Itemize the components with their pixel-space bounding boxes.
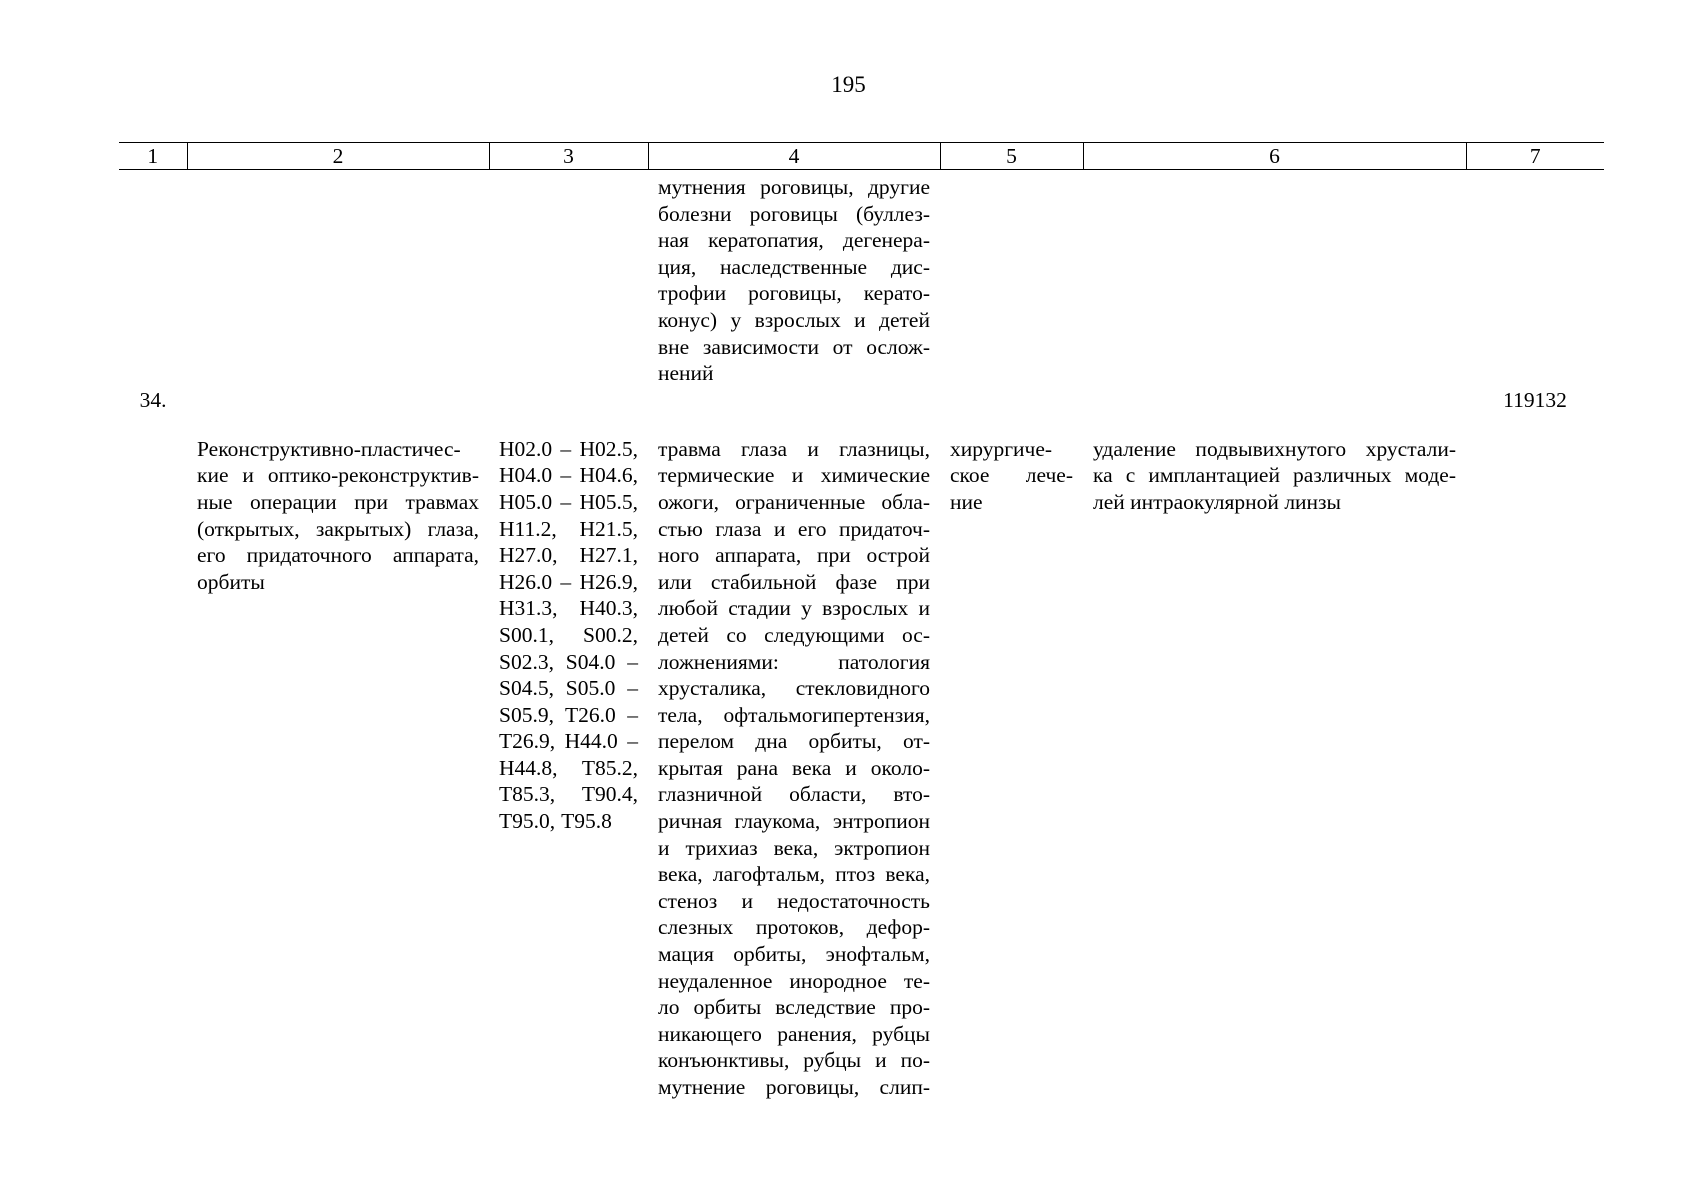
table-row-34 xyxy=(119,387,1604,1101)
page-number: 195 xyxy=(831,72,866,97)
text-line: любой стадии у взрослых и xyxy=(658,596,930,621)
column-header-3: 3 xyxy=(489,143,648,170)
text-line: болезни роговицы (буллез- xyxy=(658,201,930,226)
text-line: его придаточного аппарата, xyxy=(197,543,479,568)
text-line: глазничной области, вто- xyxy=(658,782,930,807)
text-line: стью глаза и его придаточ- xyxy=(658,516,930,541)
text-line: орбиты xyxy=(197,569,265,594)
text-line: H02.0 – H02.5, xyxy=(499,436,638,461)
continuation-codes-cell xyxy=(489,170,648,387)
text-line: H04.0 – H04.6, xyxy=(499,463,638,488)
text-line: H27.0, H27.1, xyxy=(499,543,638,568)
text-line: S05.9, T26.0 – xyxy=(499,702,638,727)
text-line: H05.0 – H05.5, xyxy=(499,489,638,514)
text-line: или стабильной фазе при xyxy=(658,569,930,594)
continuation-treatment-cell xyxy=(940,170,1083,387)
text-line: ложнениями: патология xyxy=(658,649,930,674)
column-header-2: 2 xyxy=(187,143,489,170)
column-header-1: 1 xyxy=(119,143,187,170)
text-line: ние xyxy=(950,489,983,514)
column-header-4: 4 xyxy=(648,143,940,170)
text-line: S02.3, S04.0 – xyxy=(499,649,638,674)
text-line: слезных протоков, дефор- xyxy=(658,915,930,940)
text-line: мутнение роговицы, слип- xyxy=(658,1075,930,1099)
text-line: ная кератопатия, дегенера- xyxy=(658,228,930,253)
continuation-row xyxy=(119,170,1604,387)
text-line: термические и химические xyxy=(658,463,930,488)
treatment-method-cell xyxy=(1083,387,1466,1101)
text-line: перелом дна орбиты, от- xyxy=(658,729,930,754)
medical-care-table xyxy=(119,142,1604,1101)
text-line: никающего ранения, рубцы xyxy=(658,1021,930,1046)
column-header-5: 5 xyxy=(940,143,1083,170)
text-line: травма глаза и глазницы, xyxy=(658,436,930,461)
text-line: детей со следующими ос- xyxy=(658,622,930,647)
text-line: века, лагофтальм, птоз века, xyxy=(658,862,930,887)
row-number-cell: 34. xyxy=(139,387,167,412)
text-line: H44.8, T85.2, xyxy=(499,755,638,780)
text-line: S04.5, S05.0 – xyxy=(499,676,638,701)
text-line: лей интраокулярной линзы xyxy=(1093,489,1341,514)
text-line: ричная глаукома, энтропион xyxy=(658,809,930,834)
text-line: неудаленное инородное те- xyxy=(658,968,930,993)
text-line: тела, офтальмогипертензия, xyxy=(658,702,930,727)
text-line: конъюнктивы, рубцы и по- xyxy=(658,1048,930,1073)
text-line: (открытых, закрытых) глаза, xyxy=(197,516,479,541)
text-line: H26.0 – H26.9, xyxy=(499,569,638,594)
text-line: кие и оптико-реконструктив- xyxy=(197,463,479,488)
text-line: стеноз и недостаточность xyxy=(658,888,930,913)
text-line: мация орбиты, энофтальм, xyxy=(658,942,930,967)
diagnosis-cell xyxy=(648,387,940,1101)
text-line: T26.9, H44.0 – xyxy=(499,729,638,754)
text-line: мутнения роговицы, другие xyxy=(658,175,930,199)
continuation-method-cell xyxy=(1083,170,1466,387)
text-line: ция, наследственные дис- xyxy=(658,254,930,279)
text-line: S00.1, S00.2, xyxy=(499,622,638,647)
procedure-name-cell xyxy=(187,387,489,1101)
text-line: ка с имплантацией различных моде- xyxy=(1093,463,1456,488)
text-line: и трихиаз века, эктропион xyxy=(658,835,930,860)
column-header-7: 7 xyxy=(1466,143,1604,170)
text-line: T85.3, T90.4, xyxy=(499,782,638,807)
text-line: H11.2, H21.5, xyxy=(499,516,638,541)
cost-cell: 119132 xyxy=(1503,387,1567,412)
column-header-6: 6 xyxy=(1083,143,1466,170)
text-line: ного аппарата, при острой xyxy=(658,543,930,568)
column-number-header-row xyxy=(119,143,1604,170)
text-line: вне зависимости от ослож- xyxy=(658,334,930,359)
text-line: хирургиче- xyxy=(950,436,1053,461)
text-line: удаление подвывихнутого хрустали- xyxy=(1093,436,1456,461)
text-line: ожоги, ограниченные обла- xyxy=(658,489,930,514)
text-line: ло орбиты вследствие про- xyxy=(658,995,930,1020)
icd-codes-cell xyxy=(489,387,648,1101)
continuation-name-cell xyxy=(187,170,489,387)
treatment-type-cell xyxy=(940,387,1083,1101)
text-line: T95.0, T95.8 xyxy=(499,809,612,834)
text-line: конус) у взрослых и детей xyxy=(658,307,930,332)
text-line: ные операции при травмах xyxy=(197,489,479,514)
text-line: H31.3, H40.3, xyxy=(499,596,638,621)
continuation-number-cell xyxy=(119,170,187,387)
continuation-diagnosis-cell xyxy=(648,170,940,387)
text-line: нений xyxy=(658,361,714,386)
text-line: трофии роговицы, керато- xyxy=(658,281,930,306)
text-line: ское лече- xyxy=(950,463,1073,488)
text-line: крытая рана века и около- xyxy=(658,755,930,780)
continuation-cost-cell xyxy=(1466,170,1604,387)
text-line: Реконструктивно-пластичес- xyxy=(197,436,461,461)
text-line: хрусталика, стекловидного xyxy=(658,676,930,701)
